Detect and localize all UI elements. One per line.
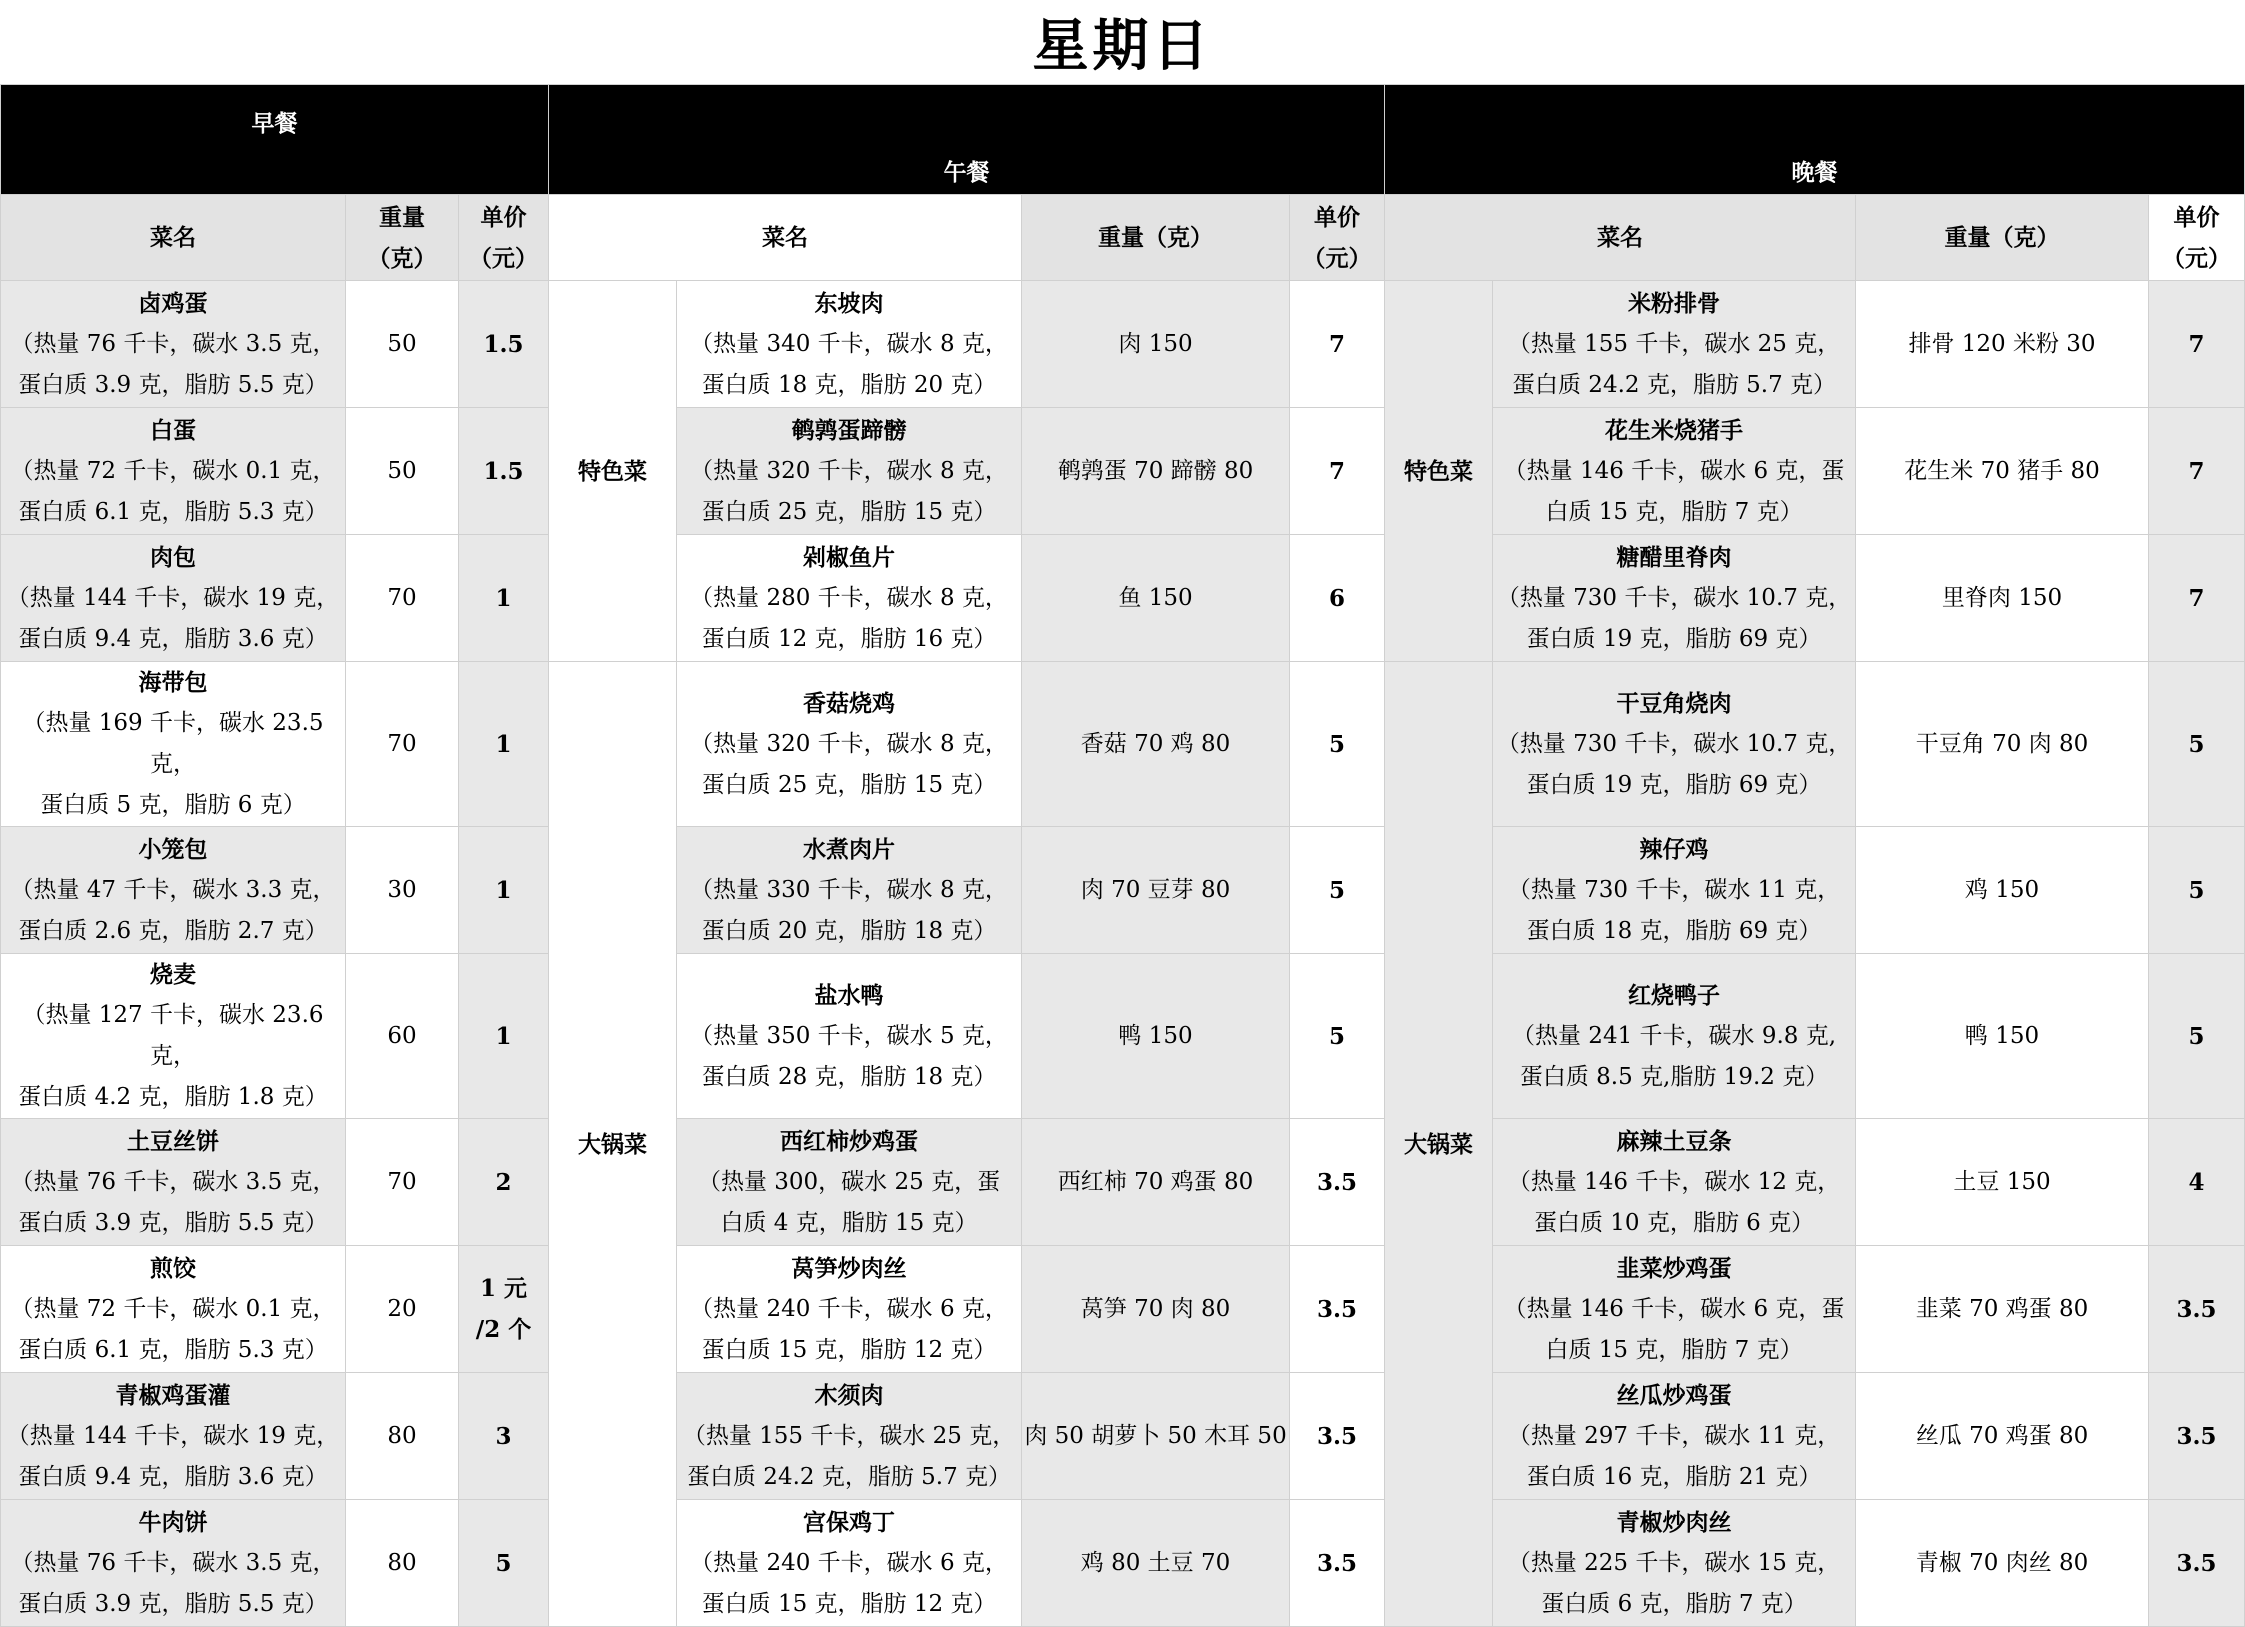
lunch-price: 7 bbox=[1290, 281, 1385, 408]
dish-nutrition-line2: 蛋白质 24.2 克，脂肪 5.7 克） bbox=[1512, 371, 1837, 398]
dinner-weight: 排骨 120 米粉 30 bbox=[1856, 281, 2149, 408]
dish-name: 糖醋里脊肉 bbox=[1616, 543, 1732, 571]
breakfast-weight: 70 bbox=[346, 1119, 459, 1246]
breakfast-dish-cell bbox=[1, 1373, 346, 1500]
dinner-dish-cell bbox=[1493, 827, 1856, 954]
dish-nutrition-line1: （热量 241 千卡，碳水 9.8 克, bbox=[1512, 1022, 1837, 1049]
dinner-weight: 鸡 150 bbox=[1856, 827, 2149, 954]
dinner-price: 5 bbox=[2149, 827, 2245, 954]
dish-nutrition-line2: 白质 4 克，脂肪 15 克） bbox=[720, 1209, 978, 1236]
dinner-category-bigpot: 大锅菜 bbox=[1385, 662, 1493, 1627]
dish-nutrition-line2: 蛋白质 24.2 克，脂肪 5.7 克） bbox=[687, 1463, 1012, 1490]
weight-header-line2: （克） bbox=[367, 244, 437, 272]
lunch-dish-cell bbox=[677, 1373, 1022, 1500]
dish-nutrition-line1: （热量 72 千卡，碳水 0.1 克， bbox=[10, 1295, 336, 1322]
dish-nutrition-line2: 蛋白质 25 克，脂肪 15 克） bbox=[701, 771, 997, 798]
lunch-dish-cell bbox=[677, 408, 1022, 535]
lunch-price: 7 bbox=[1290, 408, 1385, 535]
price-header-line2: （元） bbox=[1302, 244, 1372, 272]
breakfast-dish-cell bbox=[1, 954, 346, 1119]
price-header-line1: 单价 bbox=[1314, 203, 1361, 231]
dish-name: 煎饺 bbox=[150, 1254, 196, 1282]
dish-nutrition-line1: （热量 169 千卡，碳水 23.5 克， bbox=[22, 710, 324, 777]
breakfast-weight: 30 bbox=[346, 827, 459, 954]
dinner-weight: 丝瓜 70 鸡蛋 80 bbox=[1856, 1373, 2149, 1500]
dinner-category-special: 特色菜 bbox=[1385, 281, 1493, 662]
dish-nutrition-line1: （热量 730 千卡，碳水 10.7 克， bbox=[1496, 730, 1852, 757]
table-row bbox=[1, 662, 2245, 827]
dish-nutrition-line1: （热量 146 千卡，碳水 6 克，蛋 bbox=[1503, 1295, 1845, 1322]
dish-nutrition-line2: 蛋白质 6.1 克，脂肪 5.3 克） bbox=[18, 1336, 328, 1363]
breakfast-dish-cell bbox=[1, 535, 346, 662]
lunch-price: 3.5 bbox=[1290, 1373, 1385, 1500]
dinner-dish-cell bbox=[1493, 408, 1856, 535]
dish-name: 宫保鸡丁 bbox=[803, 1508, 896, 1536]
lunch-price: 5 bbox=[1290, 827, 1385, 954]
lunch-price: 6 bbox=[1290, 535, 1385, 662]
dinner-weight: 青椒 70 肉丝 80 bbox=[1856, 1500, 2149, 1627]
dish-nutrition-line2: 蛋白质 3.9 克，脂肪 5.5 克） bbox=[18, 371, 328, 398]
dish-nutrition-line2: 蛋白质 5 克，脂肪 6 克） bbox=[40, 792, 306, 818]
menu-table bbox=[0, 84, 2245, 1627]
price-line1: 1 元 bbox=[480, 1275, 528, 1302]
dish-nutrition-line2: 蛋白质 15 克，脂肪 12 克） bbox=[701, 1590, 997, 1617]
lunch-weight: 西红柿 70 鸡蛋 80 bbox=[1022, 1119, 1290, 1246]
lunch-price-header bbox=[1290, 195, 1385, 281]
page-title: 星期日 bbox=[1032, 14, 1213, 79]
lunch-dish-cell bbox=[677, 954, 1022, 1119]
breakfast-price: 1 bbox=[459, 954, 549, 1119]
breakfast-weight: 80 bbox=[346, 1500, 459, 1627]
dinner-price: 3.5 bbox=[2149, 1246, 2245, 1373]
dish-name: 白蛋 bbox=[150, 416, 196, 444]
price-header-line2: （元） bbox=[2162, 244, 2232, 272]
lunch-dish-cell bbox=[677, 827, 1022, 954]
meal-header-row bbox=[1, 85, 2245, 195]
dinner-price: 4 bbox=[2149, 1119, 2245, 1246]
dinner-price: 5 bbox=[2149, 954, 2245, 1119]
breakfast-dish-cell bbox=[1, 1500, 346, 1627]
breakfast-weight: 50 bbox=[346, 408, 459, 535]
dish-nutrition-line1: （热量 72 千卡，碳水 0.1 克， bbox=[10, 457, 336, 484]
dish-nutrition-line2: 白质 15 克，脂肪 7 克） bbox=[1545, 1336, 1803, 1363]
dish-nutrition-line1: （热量 300，碳水 25 克，蛋 bbox=[697, 1168, 1001, 1195]
dish-nutrition-line1: （热量 730 千卡，碳水 10.7 克， bbox=[1496, 584, 1852, 611]
dish-nutrition-line1: （热量 127 千卡，碳水 23.6 克， bbox=[22, 1002, 324, 1069]
dinner-dish-cell bbox=[1493, 535, 1856, 662]
table-row bbox=[1, 827, 2245, 954]
lunch-price: 3.5 bbox=[1290, 1119, 1385, 1246]
breakfast-price: 1 bbox=[459, 662, 549, 827]
breakfast-price: 3 bbox=[459, 1373, 549, 1500]
dish-nutrition-line1: （热量 340 千卡，碳水 8 克， bbox=[690, 330, 1008, 357]
dish-nutrition-line2: 蛋白质 19 克，脂肪 69 克） bbox=[1526, 625, 1822, 652]
dish-nutrition-line1: （热量 240 千卡，碳水 6 克， bbox=[690, 1549, 1008, 1576]
table-row bbox=[1, 281, 2245, 408]
dinner-price-header bbox=[2149, 195, 2245, 281]
dish-name: 肉包 bbox=[150, 543, 196, 571]
weight-header-line1: 重量 bbox=[379, 203, 425, 231]
breakfast-dish-cell bbox=[1, 408, 346, 535]
dish-nutrition-line1: （热量 76 千卡，碳水 3.5 克， bbox=[10, 1549, 336, 1576]
dinner-dish-cell bbox=[1493, 1373, 1856, 1500]
dish-name: 烧麦 bbox=[150, 961, 196, 988]
dish-nutrition-line2: 蛋白质 28 克，脂肪 18 克） bbox=[701, 1063, 997, 1090]
dish-nutrition-line2: 蛋白质 18 克，脂肪 69 克） bbox=[1526, 917, 1822, 944]
dish-nutrition-line2: 蛋白质 20 克，脂肪 18 克） bbox=[701, 917, 997, 944]
breakfast-weight: 50 bbox=[346, 281, 459, 408]
dish-nutrition-line1: （热量 144 千卡，碳水 19 克， bbox=[6, 584, 340, 611]
dish-nutrition-line1: （热量 730 千卡，碳水 11 克， bbox=[1507, 876, 1841, 903]
dinner-price: 3.5 bbox=[2149, 1373, 2245, 1500]
dish-nutrition-line2: 蛋白质 12 克，脂肪 16 克） bbox=[701, 625, 997, 652]
breakfast-weight: 20 bbox=[346, 1246, 459, 1373]
dish-nutrition-line2: 蛋白质 19 克，脂肪 69 克） bbox=[1526, 771, 1822, 798]
lunch-price: 3.5 bbox=[1290, 1500, 1385, 1627]
meal-breakfast: 早餐 bbox=[1, 85, 549, 195]
table-row bbox=[1, 1373, 2245, 1500]
dinner-price: 7 bbox=[2149, 535, 2245, 662]
dish-name: 花生米烧猪手 bbox=[1605, 416, 1744, 444]
table-row bbox=[1, 1119, 2245, 1246]
dish-name: 莴笋炒肉丝 bbox=[791, 1254, 907, 1282]
dish-name: 香菇烧鸡 bbox=[803, 689, 896, 717]
dish-nutrition-line2: 蛋白质 25 克，脂肪 15 克） bbox=[701, 498, 997, 525]
lunch-dish-cell bbox=[677, 1119, 1022, 1246]
dish-name: 米粉排骨 bbox=[1628, 289, 1721, 317]
dish-name: 韭菜炒鸡蛋 bbox=[1616, 1254, 1732, 1282]
lunch-weight: 鸭 150 bbox=[1022, 954, 1290, 1119]
dinner-dish-header: 菜名 bbox=[1385, 195, 1856, 281]
dinner-dish-cell bbox=[1493, 1500, 1856, 1627]
dish-name: 卤鸡蛋 bbox=[138, 289, 208, 317]
lunch-weight: 肉 70 豆芽 80 bbox=[1022, 827, 1290, 954]
meal-lunch: 午餐 bbox=[549, 85, 1385, 195]
lunch-weight: 鸡 80 土豆 70 bbox=[1022, 1500, 1290, 1627]
dish-nutrition-line1: （热量 280 千卡，碳水 8 克， bbox=[690, 584, 1008, 611]
lunch-dish-cell bbox=[677, 281, 1022, 408]
lunch-weight: 肉 50 胡萝卜 50 木耳 50 bbox=[1022, 1373, 1290, 1500]
breakfast-dish-cell bbox=[1, 827, 346, 954]
dish-nutrition-line2: 蛋白质 10 克，脂肪 6 克） bbox=[1533, 1209, 1815, 1236]
breakfast-price: 1 bbox=[459, 827, 549, 954]
table-row bbox=[1, 1500, 2245, 1627]
dish-name: 麻辣土豆条 bbox=[1616, 1127, 1732, 1155]
dish-name: 盐水鸭 bbox=[814, 981, 884, 1009]
dish-nutrition-line2: 蛋白质 3.9 克，脂肪 5.5 克） bbox=[18, 1209, 328, 1236]
breakfast-price bbox=[459, 1246, 549, 1373]
dinner-weight-header: 重量（克） bbox=[1856, 195, 2149, 281]
dish-name: 牛肉饼 bbox=[138, 1508, 208, 1536]
dish-nutrition-line2: 蛋白质 16 克，脂肪 21 克） bbox=[1526, 1463, 1822, 1490]
dish-name: 木须肉 bbox=[814, 1381, 884, 1409]
price-header-line1: 单价 bbox=[2173, 203, 2220, 231]
lunch-price: 3.5 bbox=[1290, 1246, 1385, 1373]
dinner-price: 5 bbox=[2149, 662, 2245, 827]
dish-nutrition-line1: （热量 225 千卡，碳水 15 克， bbox=[1507, 1549, 1841, 1576]
breakfast-dish-cell bbox=[1, 662, 346, 827]
dish-name: 鹌鹑蛋蹄髈 bbox=[791, 416, 907, 444]
dish-name: 青椒炒肉丝 bbox=[1616, 1508, 1732, 1536]
dinner-dish-cell bbox=[1493, 1119, 1856, 1246]
breakfast-weight: 70 bbox=[346, 535, 459, 662]
dinner-weight: 鸭 150 bbox=[1856, 954, 2149, 1119]
lunch-dish-cell bbox=[677, 535, 1022, 662]
dish-nutrition-line2: 蛋白质 6 克，脂肪 7 克） bbox=[1541, 1590, 1807, 1617]
lunch-dish-cell bbox=[677, 1246, 1022, 1373]
breakfast-weight: 80 bbox=[346, 1373, 459, 1500]
dish-name: 干豆角烧肉 bbox=[1616, 689, 1732, 717]
dish-nutrition-line2: 蛋白质 8.5 克,脂肪 19.2 克） bbox=[1519, 1063, 1829, 1090]
lunch-price: 5 bbox=[1290, 662, 1385, 827]
dinner-weight: 土豆 150 bbox=[1856, 1119, 2149, 1246]
dish-nutrition-line2: 蛋白质 9.4 克，脂肪 3.6 克） bbox=[18, 625, 328, 652]
dish-nutrition-line2: 白质 15 克，脂肪 7 克） bbox=[1545, 498, 1803, 525]
breakfast-price: 1.5 bbox=[459, 408, 549, 535]
dish-name: 海带包 bbox=[138, 669, 208, 696]
dish-name: 红烧鸭子 bbox=[1628, 981, 1721, 1009]
lunch-dish-cell bbox=[677, 662, 1022, 827]
table-row bbox=[1, 535, 2245, 662]
dinner-weight: 花生米 70 猪手 80 bbox=[1856, 408, 2149, 535]
dish-nutrition-line1: （热量 350 千卡，碳水 5 克， bbox=[690, 1022, 1008, 1049]
breakfast-weight-header bbox=[346, 195, 459, 281]
dinner-dish-cell bbox=[1493, 281, 1856, 408]
table-row bbox=[1, 954, 2245, 1119]
dish-nutrition-line1: （热量 155 千卡，碳水 25 克， bbox=[682, 1422, 1016, 1449]
lunch-dish-header: 菜名 bbox=[549, 195, 1022, 281]
breakfast-price: 1 bbox=[459, 535, 549, 662]
lunch-category-special: 特色菜 bbox=[549, 281, 677, 662]
lunch-dish-cell bbox=[677, 1500, 1022, 1627]
table-row bbox=[1, 408, 2245, 535]
dish-name: 丝瓜炒鸡蛋 bbox=[1616, 1381, 1732, 1409]
dish-nutrition-line1: （热量 76 千卡，碳水 3.5 克， bbox=[10, 330, 336, 357]
breakfast-dish-cell bbox=[1, 281, 346, 408]
lunch-weight-header: 重量（克） bbox=[1022, 195, 1290, 281]
lunch-weight: 肉 150 bbox=[1022, 281, 1290, 408]
dish-name: 水煮肉片 bbox=[803, 835, 896, 863]
dish-nutrition-line2: 蛋白质 2.6 克，脂肪 2.7 克） bbox=[18, 917, 328, 944]
lunch-weight: 莴笋 70 肉 80 bbox=[1022, 1246, 1290, 1373]
dinner-dish-cell bbox=[1493, 662, 1856, 827]
dish-name: 西红柿炒鸡蛋 bbox=[780, 1127, 919, 1155]
dinner-weight: 里脊肉 150 bbox=[1856, 535, 2149, 662]
dish-nutrition-line1: （热量 144 千卡，碳水 19 克， bbox=[6, 1422, 340, 1449]
dinner-dish-cell bbox=[1493, 1246, 1856, 1373]
dish-nutrition-line1: （热量 330 千卡，碳水 8 克， bbox=[690, 876, 1008, 903]
breakfast-price-header bbox=[459, 195, 549, 281]
dish-nutrition-line1: （热量 155 千卡，碳水 25 克， bbox=[1507, 330, 1841, 357]
dish-nutrition-line1: （热量 240 千卡，碳水 6 克， bbox=[690, 1295, 1008, 1322]
dish-nutrition-line2: 蛋白质 6.1 克，脂肪 5.3 克） bbox=[18, 498, 328, 525]
breakfast-price: 1.5 bbox=[459, 281, 549, 408]
dish-nutrition-line2: 蛋白质 9.4 克，脂肪 3.6 克） bbox=[18, 1463, 328, 1490]
dinner-weight: 韭菜 70 鸡蛋 80 bbox=[1856, 1246, 2149, 1373]
lunch-category-bigpot: 大锅菜 bbox=[549, 662, 677, 1627]
meal-dinner: 晚餐 bbox=[1385, 85, 2245, 195]
dish-nutrition-line1: （热量 146 千卡，碳水 12 克， bbox=[1507, 1168, 1841, 1195]
lunch-weight: 香菇 70 鸡 80 bbox=[1022, 662, 1290, 827]
breakfast-weight: 70 bbox=[346, 662, 459, 827]
dish-nutrition-line1: （热量 320 千卡，碳水 8 克， bbox=[690, 730, 1008, 757]
dish-nutrition-line1: （热量 146 千卡，碳水 6 克，蛋 bbox=[1503, 457, 1845, 484]
dinner-dish-cell bbox=[1493, 954, 1856, 1119]
dinner-price: 3.5 bbox=[2149, 1500, 2245, 1627]
breakfast-dish-cell bbox=[1, 1246, 346, 1373]
dish-name: 小笼包 bbox=[138, 835, 208, 863]
dish-nutrition-line2: 蛋白质 3.9 克，脂肪 5.5 克） bbox=[18, 1590, 328, 1617]
dish-nutrition-line2: 蛋白质 4.2 克，脂肪 1.8 克） bbox=[18, 1084, 328, 1110]
price-header-line2: （元） bbox=[469, 244, 539, 272]
dinner-price: 7 bbox=[2149, 408, 2245, 535]
column-header-row bbox=[1, 195, 2245, 281]
breakfast-price: 5 bbox=[459, 1500, 549, 1627]
dinner-price: 7 bbox=[2149, 281, 2245, 408]
breakfast-price: 2 bbox=[459, 1119, 549, 1246]
price-line2: /2 个 bbox=[475, 1316, 532, 1343]
lunch-price: 5 bbox=[1290, 954, 1385, 1119]
dish-nutrition-line1: （热量 47 千卡，碳水 3.3 克， bbox=[10, 876, 336, 903]
dish-name: 东坡肉 bbox=[814, 289, 884, 317]
dish-name: 青椒鸡蛋灌 bbox=[115, 1381, 231, 1409]
breakfast-weight: 60 bbox=[346, 954, 459, 1119]
dish-nutrition-line1: （热量 76 千卡，碳水 3.5 克， bbox=[10, 1168, 336, 1195]
lunch-weight: 鹌鹑蛋 70 蹄髈 80 bbox=[1022, 408, 1290, 535]
dish-name: 辣仔鸡 bbox=[1639, 835, 1709, 863]
dish-nutrition-line2: 蛋白质 15 克，脂肪 12 克） bbox=[701, 1336, 997, 1363]
breakfast-dish-cell bbox=[1, 1119, 346, 1246]
dish-nutrition-line1: （热量 320 千卡，碳水 8 克， bbox=[690, 457, 1008, 484]
dish-nutrition-line2: 蛋白质 18 克，脂肪 20 克） bbox=[701, 371, 997, 398]
dish-nutrition-line1: （热量 297 千卡，碳水 11 克， bbox=[1507, 1422, 1841, 1449]
breakfast-dish-header: 菜名 bbox=[1, 195, 346, 281]
lunch-weight: 鱼 150 bbox=[1022, 535, 1290, 662]
price-header-line1: 单价 bbox=[480, 203, 527, 231]
dish-name: 剁椒鱼片 bbox=[803, 543, 896, 571]
dinner-weight: 干豆角 70 肉 80 bbox=[1856, 662, 2149, 827]
table-row bbox=[1, 1246, 2245, 1373]
dish-name: 土豆丝饼 bbox=[127, 1127, 219, 1155]
